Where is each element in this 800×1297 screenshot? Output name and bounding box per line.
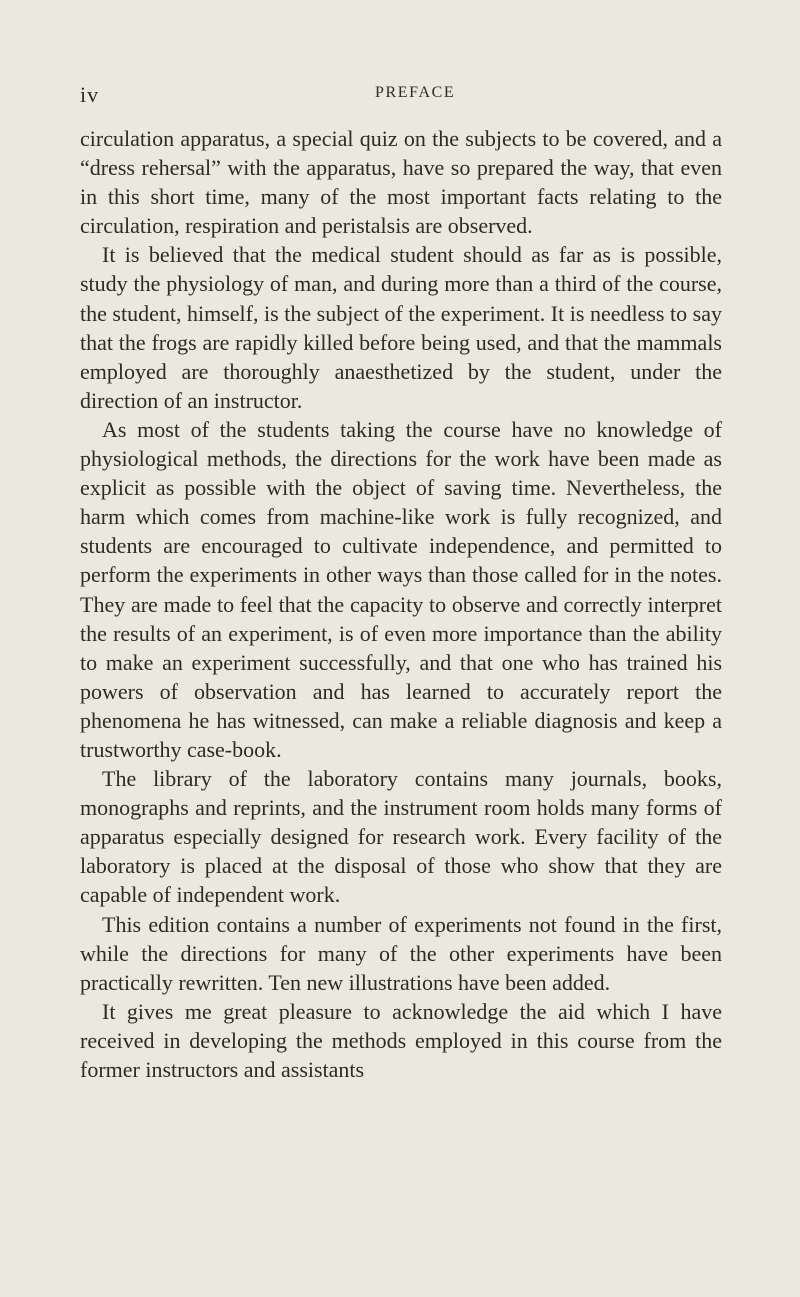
paragraph-library: The library of the laboratory contains many journals, books, monographs and reprints, and the instrument room holds many forms of apparatus especially designed for research work. Every facility of the laboratory is placed at the disposal of those who show that they are capable of independent work. (80, 766, 722, 908)
paragraph-methods: As most of the students taking the course have no knowledge of physiological methods, the directions for the work have been made as explicit as possible with the object of saving time. Nevertheless, the harm which comes from machine-like work is fully recognized, and students are encouraged to cultivate independence, and permitted to perform the experiments in other ways than those called for in the notes. They are made to feel that the capacity to observe and correctly interpret the results of an experiment, is of even more importance than the ability to make an experiment successfully, and that one who has trained his powers of observation and has learned to accurately report the phenomena he has witnessed, can make a reliable diagnosis and keep a trustworthy case-book. (80, 416, 722, 762)
running-head: PREFACE (375, 84, 456, 101)
paragraph-physiology-of-man: It is believed that the medical student should as far as is possible, study the physiology of man, and during more than a third of the course, the student, himself, is the subject of the experiment. It is needless to say that the frogs are rapidly killed before being used, and that the mammals employed are thoroughly anaesthetized by the student, under the direction of an instructor. (80, 242, 722, 413)
paragraph-acknowledgement: It gives me great pleasure to acknowledge the aid which I have received in developing the methods employed in this course from the former instructors and assistants (80, 998, 722, 1082)
page-header (80, 82, 720, 112)
paragraph-circulation: circulation apparatus, a special quiz on the subjects to be covered, and a “dress rehersal” with the apparatus, have so prepared the way, that even in this short time, many of the most important facts relating to the circulation, respiration and peristalsis are observed. (80, 126, 722, 239)
page-number: iv (80, 82, 100, 107)
body-text (80, 124, 722, 1084)
paragraph-edition: This edition contains a number of experiments not found in the first, while the directions for many of the other experiments have been practically rewritten. Ten new illustrations have been added. (80, 911, 722, 995)
